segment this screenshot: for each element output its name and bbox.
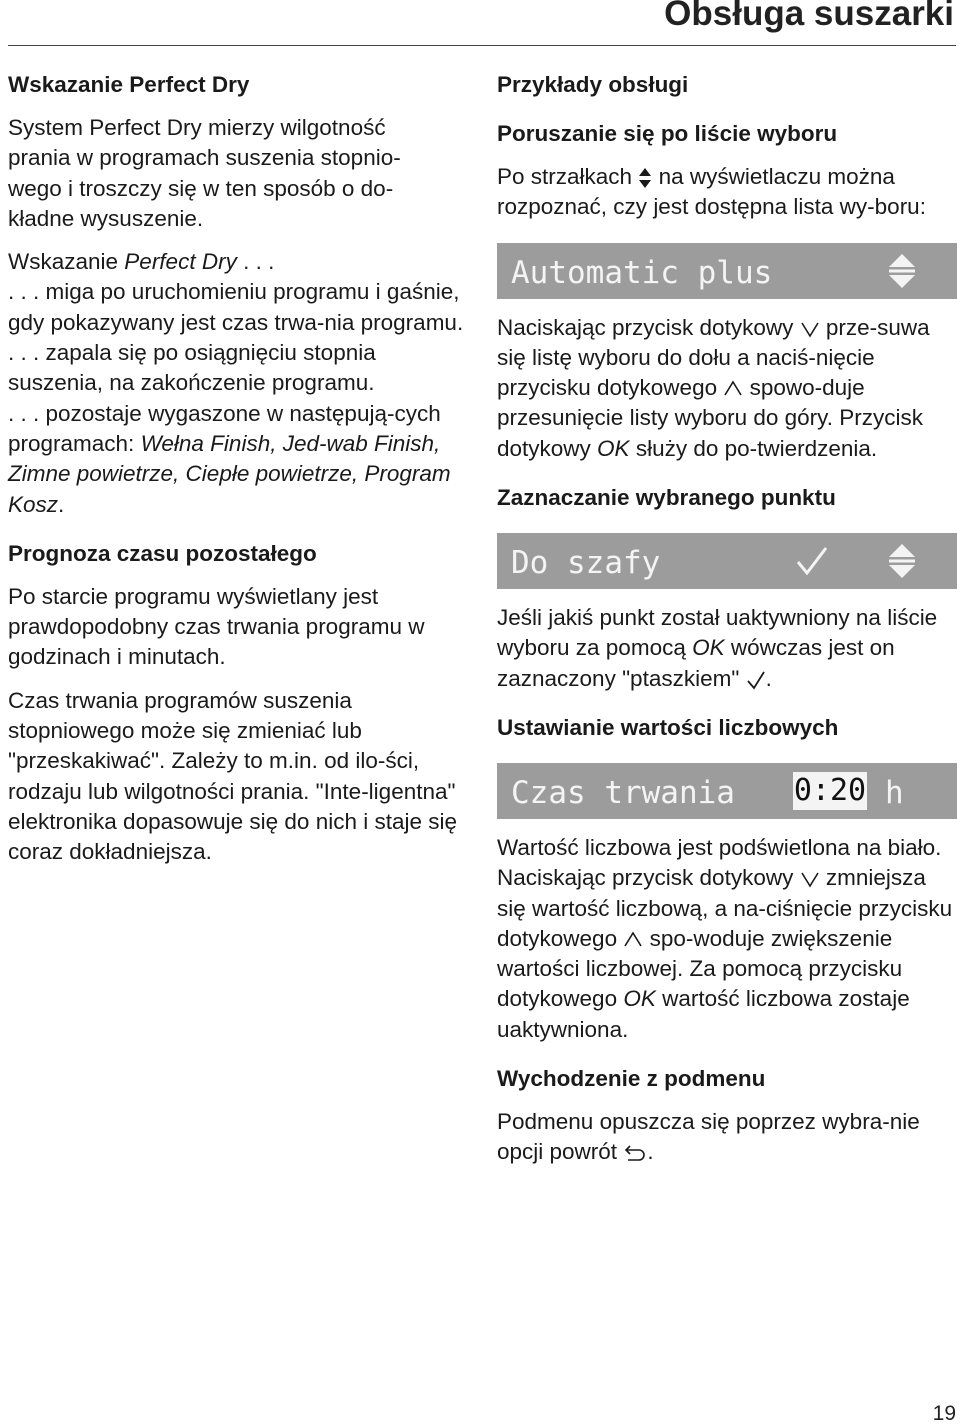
heading-perfect-dry: Wskazanie Perfect Dry bbox=[8, 72, 250, 97]
display-czas-trwania bbox=[497, 763, 957, 819]
exit-text-a: Podmenu opuszcza się poprzez wybra-nie opcji powrót bbox=[497, 1109, 920, 1165]
down-chevron-icon bbox=[800, 870, 820, 888]
display-do-szafy bbox=[497, 533, 957, 589]
up-chevron-icon bbox=[723, 380, 743, 398]
paragraph-lights: . . . zapala się po osiągnięciu stopnia suszenia, na zakończenie programu. bbox=[8, 340, 376, 396]
display-do-szafy-text: Do szafy bbox=[511, 545, 661, 582]
numeric-text-b: zmniejsza się wartość liczbową, a na-ciśnięcie przycisku dotykowego bbox=[497, 865, 953, 951]
paragraph-indicator-label bbox=[8, 247, 473, 277]
display-czas-trwania-text: Czas trwania bbox=[511, 774, 735, 811]
heading-navigate: Poruszanie się po liście wyboru bbox=[497, 121, 838, 146]
press-text-d: służy do po-twierdzenia. bbox=[629, 435, 878, 461]
heading-select: Zaznaczanie wybranego punktu bbox=[497, 485, 836, 511]
up-down-arrows-icon bbox=[638, 167, 652, 189]
header-divider bbox=[8, 45, 956, 46]
display-up-down-arrows-icon bbox=[887, 253, 917, 289]
numeric-ok: OK bbox=[623, 986, 656, 1012]
select-text-c: . bbox=[765, 665, 772, 691]
heading-exit: Wychodzenie z podmenu bbox=[497, 1066, 766, 1092]
page-number: 19 bbox=[932, 1402, 956, 1425]
numeric-text-d: wartość liczbowa zostaje uaktywniona. bbox=[497, 986, 910, 1042]
navigate-text-a: Po strzałkach bbox=[497, 164, 639, 189]
indicator-label-prefix: Wskazanie bbox=[8, 249, 125, 275]
paragraph-press bbox=[497, 313, 957, 464]
select-text-b: wówczas jest on zaznaczony "ptaszkiem" bbox=[497, 635, 895, 691]
indicator-label-suffix: . . . bbox=[236, 249, 275, 275]
indicator-label-italic: Perfect Dry bbox=[124, 249, 237, 275]
heading-numeric: Ustawianie wartości liczbowych bbox=[497, 714, 839, 740]
press-text-a: Naciskając przycisk dotykowy bbox=[497, 314, 800, 340]
display-up-down-arrows-icon bbox=[887, 543, 917, 579]
press-text-c: spowo-duje przesunięcie listy wyboru do góry. Przycisk dotykowy bbox=[497, 375, 923, 461]
numeric-text-c: spo-woduje zwiększenie wartości liczbowej. Za pomocą przycisku dotykowego bbox=[497, 925, 903, 1012]
paragraph-intro: System Perfect Dry mierzy wilgotność prania w programach suszenia stopnio-wego i troszczy się w ten sposób o do-kładne wysuszenie. bbox=[8, 115, 401, 231]
select-text-a: Jeśli jakiś punkt został uaktywniony na liście wyboru za pomocą bbox=[497, 605, 938, 661]
right-column bbox=[497, 70, 957, 1168]
paragraph-numeric bbox=[497, 833, 957, 1045]
page-title: Obsługa suszarki bbox=[664, 0, 954, 33]
press-ok: OK bbox=[597, 435, 630, 461]
checkmark-inline-icon bbox=[746, 670, 766, 690]
paragraph-off bbox=[8, 399, 473, 520]
checkmark-icon bbox=[795, 545, 829, 577]
heading-forecast: Prognoza czasu pozostałego bbox=[8, 540, 317, 566]
paragraph-blinks: . . . miga po uruchomieniu programu i gaśnie, gdy pokazywany jest czas trwa-nia programu. bbox=[8, 279, 464, 335]
select-ok: OK bbox=[692, 635, 725, 661]
display-unit: h bbox=[885, 774, 904, 811]
heading-examples: Przykłady obsługi bbox=[497, 72, 689, 97]
paragraph-duration: Czas trwania programów suszenia stopniowego może się zmieniać lub "przeskakiwać". Zależy to m.in. od ilo-ści, rodzaju lub wilgotności prania. "Inte-ligentna" elektronika dopasowuje się do nich i staje się coraz dokładniejsza. bbox=[8, 687, 458, 865]
off-suffix: . bbox=[58, 491, 65, 517]
exit-text-b: . bbox=[647, 1139, 654, 1165]
back-arrow-icon bbox=[623, 1143, 647, 1163]
left-column bbox=[8, 70, 473, 868]
paragraph-navigate bbox=[497, 162, 957, 223]
off-prefix: . . . pozostaje wygaszone w następują-cych programach: bbox=[8, 400, 441, 456]
off-programs: Wełna Finish, Jed-wab Finish, Zimne powietrze, Ciepłe powietrze, Program Kosz bbox=[8, 430, 451, 517]
paragraph-exit bbox=[497, 1107, 957, 1168]
numeric-text-a: Wartość liczbowa jest podświetlona na biało. Naciskając przycisk dotykowy bbox=[497, 834, 942, 891]
paragraph-forecast: Po starcie programu wyświetlany jest prawdopodobny czas trwania programu w godzinach i minutach. bbox=[8, 583, 425, 670]
up-chevron-icon bbox=[623, 931, 643, 949]
press-text-b: prze-suwa się listę wyboru do dołu a naciś-nięcie przycisku dotykowego bbox=[497, 314, 930, 401]
display-value-box: 0:20 bbox=[793, 772, 867, 808]
display-automatic-plus bbox=[497, 243, 957, 299]
navigate-text-b: na wyświetlaczu można rozpoznać, czy jest dostępna lista wy-boru: bbox=[497, 164, 926, 220]
display-automatic-plus-text: Automatic plus bbox=[511, 254, 773, 291]
paragraph-select bbox=[497, 603, 957, 694]
down-chevron-icon bbox=[800, 320, 820, 338]
